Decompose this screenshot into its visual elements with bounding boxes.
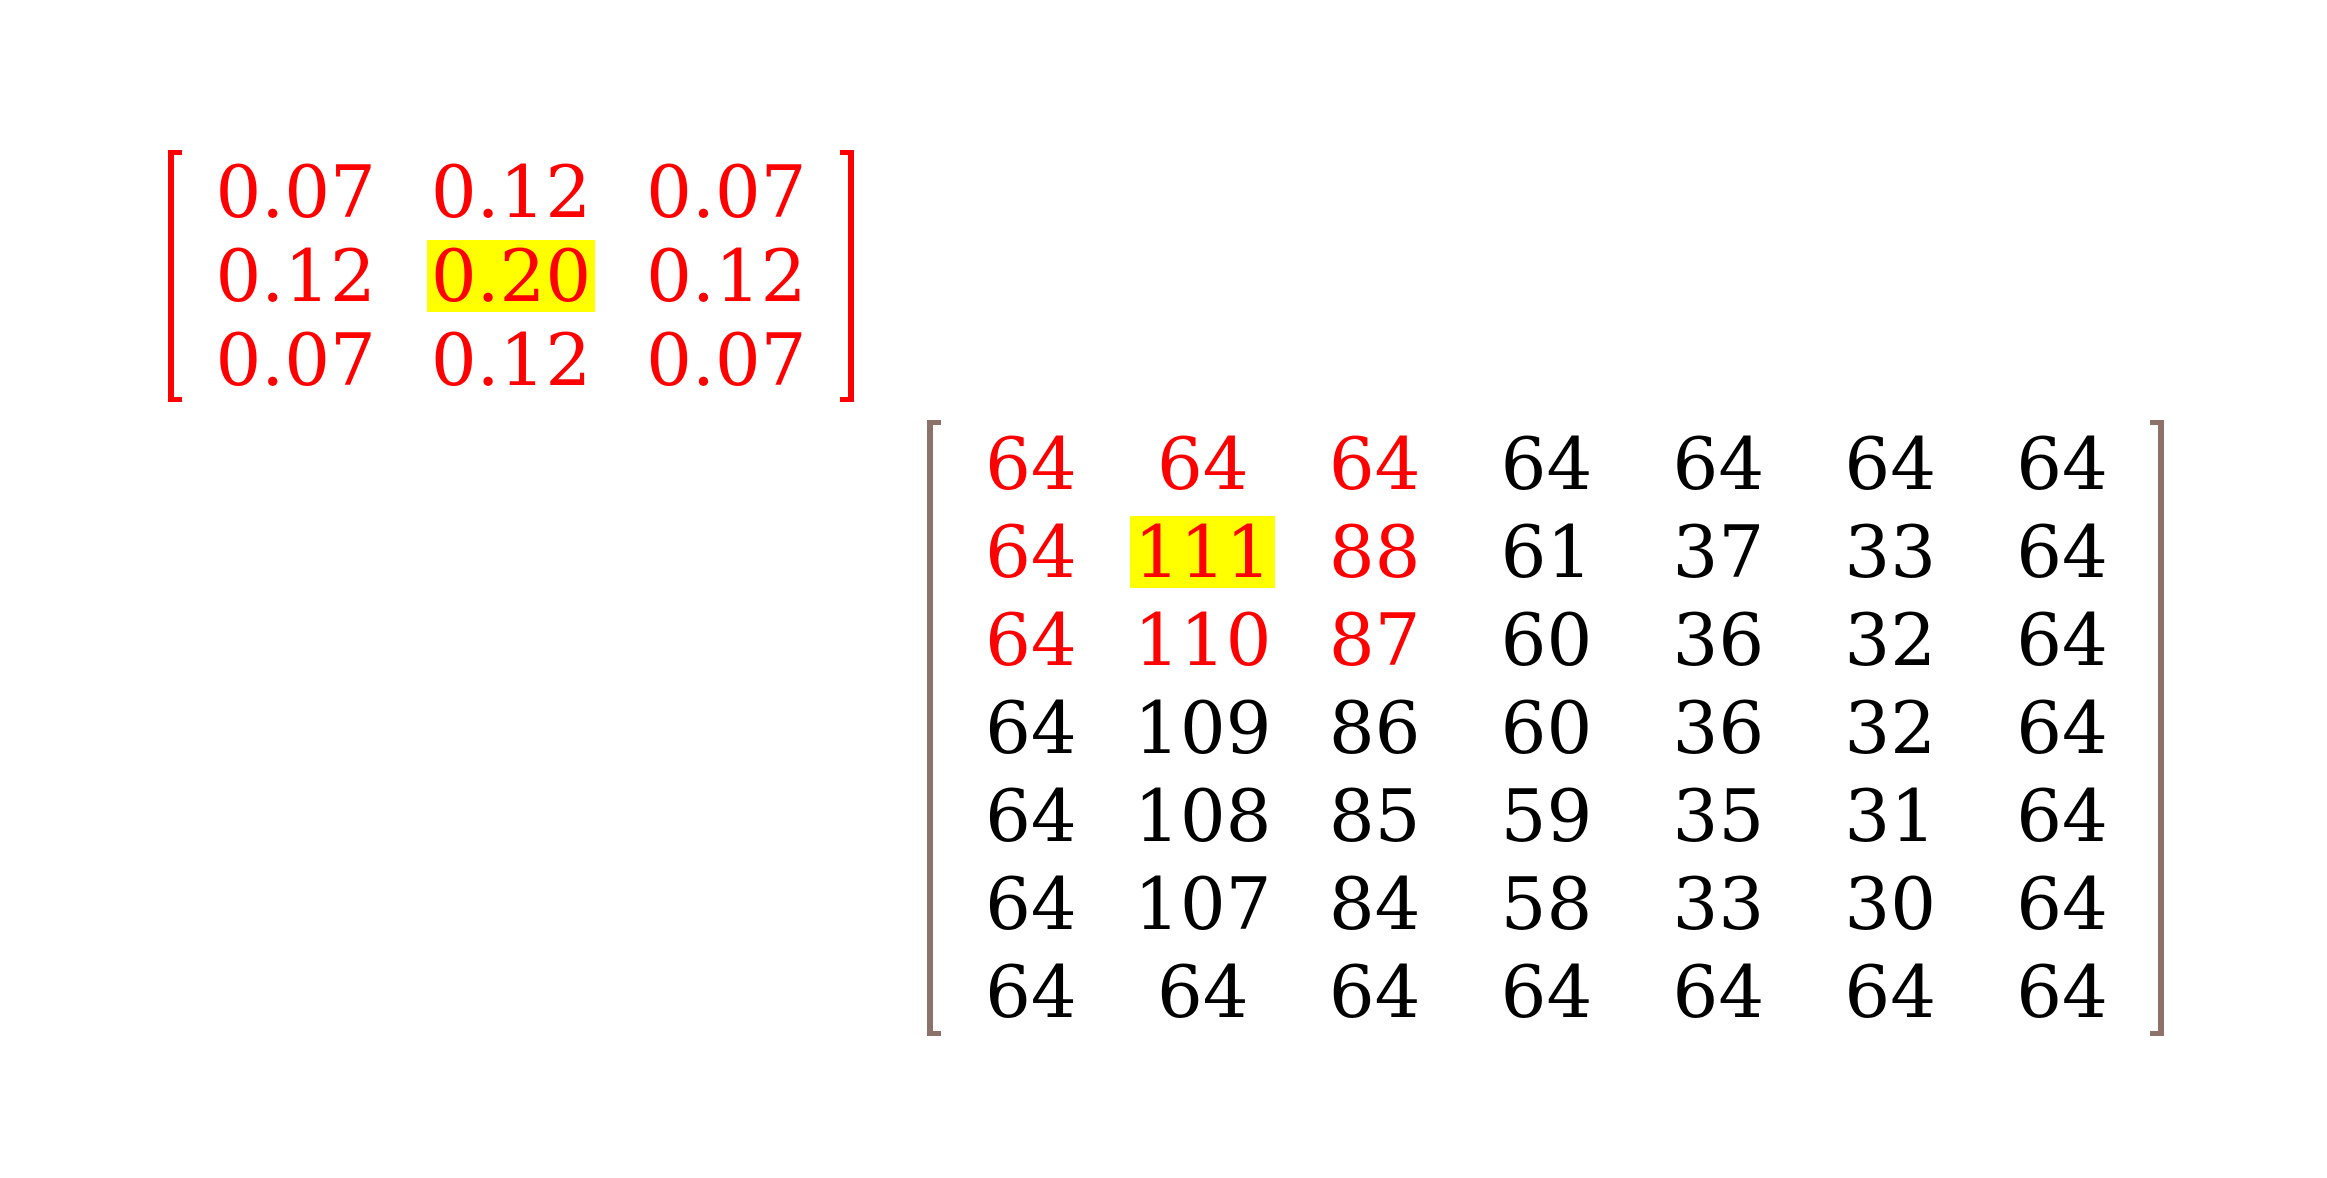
image-cell-r0-c3 bbox=[1461, 420, 1633, 508]
image-cell-r5-c5 bbox=[1804, 860, 1976, 948]
image-value: 111 bbox=[1130, 516, 1275, 588]
image-value: 33 bbox=[1672, 862, 1765, 946]
image-cell-r1-c2 bbox=[1289, 508, 1461, 596]
image-value: 64 bbox=[2016, 686, 2108, 770]
image-cell-r5-c2 bbox=[1289, 860, 1461, 948]
image-cell-r1-c4 bbox=[1632, 508, 1804, 596]
kernel-cell-r2-c2 bbox=[619, 318, 834, 402]
image-cell-r4-c2 bbox=[1289, 772, 1461, 860]
kernel-value: 0.07 bbox=[215, 150, 376, 234]
image-value: 60 bbox=[1500, 598, 1593, 682]
image-value: 64 bbox=[2016, 510, 2108, 594]
kernel-value: 0.20 bbox=[427, 240, 595, 312]
image-value: 64 bbox=[1156, 422, 1249, 506]
kernel-value: 0.07 bbox=[646, 318, 807, 402]
image-value: 110 bbox=[1134, 598, 1272, 682]
image-cell-r5-c6 bbox=[1976, 860, 2148, 948]
image-value: 64 bbox=[1328, 422, 1421, 506]
image-cell-r0-c1 bbox=[1117, 420, 1289, 508]
kernel-cell-r0-c1 bbox=[403, 150, 618, 234]
image-cell-r2-c2 bbox=[1289, 596, 1461, 684]
kernel-cell-r0-c2 bbox=[619, 150, 834, 234]
image-cell-r2-c4 bbox=[1632, 596, 1804, 684]
image-cell-r4-c1 bbox=[1117, 772, 1289, 860]
image-value: 60 bbox=[1500, 686, 1593, 770]
image-value: 59 bbox=[1500, 774, 1593, 858]
kernel-value: 0.12 bbox=[430, 318, 592, 402]
kernel-cell-r0-c0 bbox=[188, 150, 403, 234]
image-value: 32 bbox=[1844, 598, 1937, 682]
image-value: 64 bbox=[985, 774, 1077, 858]
image-matrix bbox=[927, 420, 2164, 1036]
kernel-value: 0.12 bbox=[430, 150, 592, 234]
image-cell-r3-c1 bbox=[1117, 684, 1289, 772]
image-cell-r2-c5 bbox=[1804, 596, 1976, 684]
image-value: 107 bbox=[1134, 862, 1272, 946]
image-value: 64 bbox=[985, 950, 1077, 1034]
image-cell-r1-c5 bbox=[1804, 508, 1976, 596]
image-value: 64 bbox=[1500, 950, 1593, 1034]
image-cell-r1-c6 bbox=[1976, 508, 2148, 596]
image-cell-r3-c4 bbox=[1632, 684, 1804, 772]
image-cell-r5-c1 bbox=[1117, 860, 1289, 948]
image-grid bbox=[945, 420, 2148, 1036]
image-cell-r4-c6 bbox=[1976, 772, 2148, 860]
image-value: 64 bbox=[1844, 422, 1937, 506]
image-value: 64 bbox=[1672, 950, 1765, 1034]
image-cell-r3-c6 bbox=[1976, 684, 2148, 772]
image-cell-r6-c6 bbox=[1976, 948, 2148, 1036]
image-left-bracket bbox=[927, 420, 941, 1036]
image-cell-r6-c5 bbox=[1804, 948, 1976, 1036]
image-value: 36 bbox=[1672, 686, 1765, 770]
image-value: 64 bbox=[985, 686, 1077, 770]
image-value: 87 bbox=[1328, 598, 1421, 682]
image-cell-r6-c0 bbox=[945, 948, 1117, 1036]
image-value: 58 bbox=[1500, 862, 1593, 946]
kernel-grid bbox=[188, 150, 834, 402]
image-cell-r1-c3 bbox=[1461, 508, 1633, 596]
kernel-cell-r2-c0 bbox=[188, 318, 403, 402]
image-value: 109 bbox=[1134, 686, 1272, 770]
image-cell-r4-c4 bbox=[1632, 772, 1804, 860]
image-value: 33 bbox=[1844, 510, 1937, 594]
kernel-right-bracket bbox=[840, 150, 854, 402]
image-value: 64 bbox=[985, 598, 1077, 682]
image-value: 31 bbox=[1844, 774, 1937, 858]
image-cell-r6-c4 bbox=[1632, 948, 1804, 1036]
image-value: 64 bbox=[2016, 598, 2108, 682]
image-value: 36 bbox=[1672, 598, 1765, 682]
kernel-value: 0.12 bbox=[215, 234, 376, 318]
image-value: 64 bbox=[1328, 950, 1421, 1034]
image-cell-r3-c3 bbox=[1461, 684, 1633, 772]
image-value: 88 bbox=[1328, 510, 1421, 594]
image-value: 64 bbox=[985, 862, 1077, 946]
image-cell-r1-c0 bbox=[945, 508, 1117, 596]
image-cell-r0-c6 bbox=[1976, 420, 2148, 508]
image-cell-r6-c3 bbox=[1461, 948, 1633, 1036]
image-value: 35 bbox=[1672, 774, 1765, 858]
image-cell-r3-c2 bbox=[1289, 684, 1461, 772]
image-cell-r0-c2 bbox=[1289, 420, 1461, 508]
image-value: 37 bbox=[1672, 510, 1765, 594]
image-cell-r2-c0 bbox=[945, 596, 1117, 684]
image-cell-r5-c4 bbox=[1632, 860, 1804, 948]
image-cell-r4-c5 bbox=[1804, 772, 1976, 860]
image-cell-r5-c0 bbox=[945, 860, 1117, 948]
kernel-cell-r1-c2 bbox=[619, 234, 834, 318]
kernel-matrix bbox=[168, 150, 854, 402]
image-cell-r0-c4 bbox=[1632, 420, 1804, 508]
image-value: 85 bbox=[1328, 774, 1421, 858]
image-value: 61 bbox=[1500, 510, 1593, 594]
kernel-left-bracket bbox=[168, 150, 182, 402]
kernel-cell-r1-c0 bbox=[188, 234, 403, 318]
image-value: 64 bbox=[2016, 774, 2108, 858]
image-cell-r2-c1 bbox=[1117, 596, 1289, 684]
image-cell-r6-c2 bbox=[1289, 948, 1461, 1036]
image-value: 32 bbox=[1844, 686, 1937, 770]
kernel-value: 0.07 bbox=[215, 318, 376, 402]
image-cell-r2-c3 bbox=[1461, 596, 1633, 684]
kernel-cell-r2-c1 bbox=[403, 318, 618, 402]
image-value: 64 bbox=[1156, 950, 1249, 1034]
kernel-cell-r1-c1 bbox=[403, 234, 618, 318]
image-value: 64 bbox=[985, 510, 1077, 594]
kernel-value: 0.07 bbox=[646, 150, 807, 234]
image-cell-r5-c3 bbox=[1461, 860, 1633, 948]
image-cell-r1-c1 bbox=[1117, 508, 1289, 596]
image-value: 64 bbox=[1844, 950, 1937, 1034]
image-cell-r0-c5 bbox=[1804, 420, 1976, 508]
image-right-bracket bbox=[2150, 420, 2164, 1036]
image-value: 64 bbox=[2016, 862, 2108, 946]
image-value: 64 bbox=[985, 422, 1077, 506]
image-value: 86 bbox=[1328, 686, 1421, 770]
image-cell-r4-c0 bbox=[945, 772, 1117, 860]
image-value: 84 bbox=[1328, 862, 1421, 946]
image-value: 30 bbox=[1844, 862, 1937, 946]
image-value: 64 bbox=[1500, 422, 1593, 506]
kernel-value: 0.12 bbox=[646, 234, 807, 318]
image-value: 64 bbox=[2016, 950, 2108, 1034]
image-cell-r2-c6 bbox=[1976, 596, 2148, 684]
image-value: 64 bbox=[2016, 422, 2108, 506]
image-value: 64 bbox=[1672, 422, 1765, 506]
image-cell-r6-c1 bbox=[1117, 948, 1289, 1036]
image-cell-r0-c0 bbox=[945, 420, 1117, 508]
image-value: 108 bbox=[1134, 774, 1272, 858]
image-cell-r4-c3 bbox=[1461, 772, 1633, 860]
image-cell-r3-c0 bbox=[945, 684, 1117, 772]
image-cell-r3-c5 bbox=[1804, 684, 1976, 772]
